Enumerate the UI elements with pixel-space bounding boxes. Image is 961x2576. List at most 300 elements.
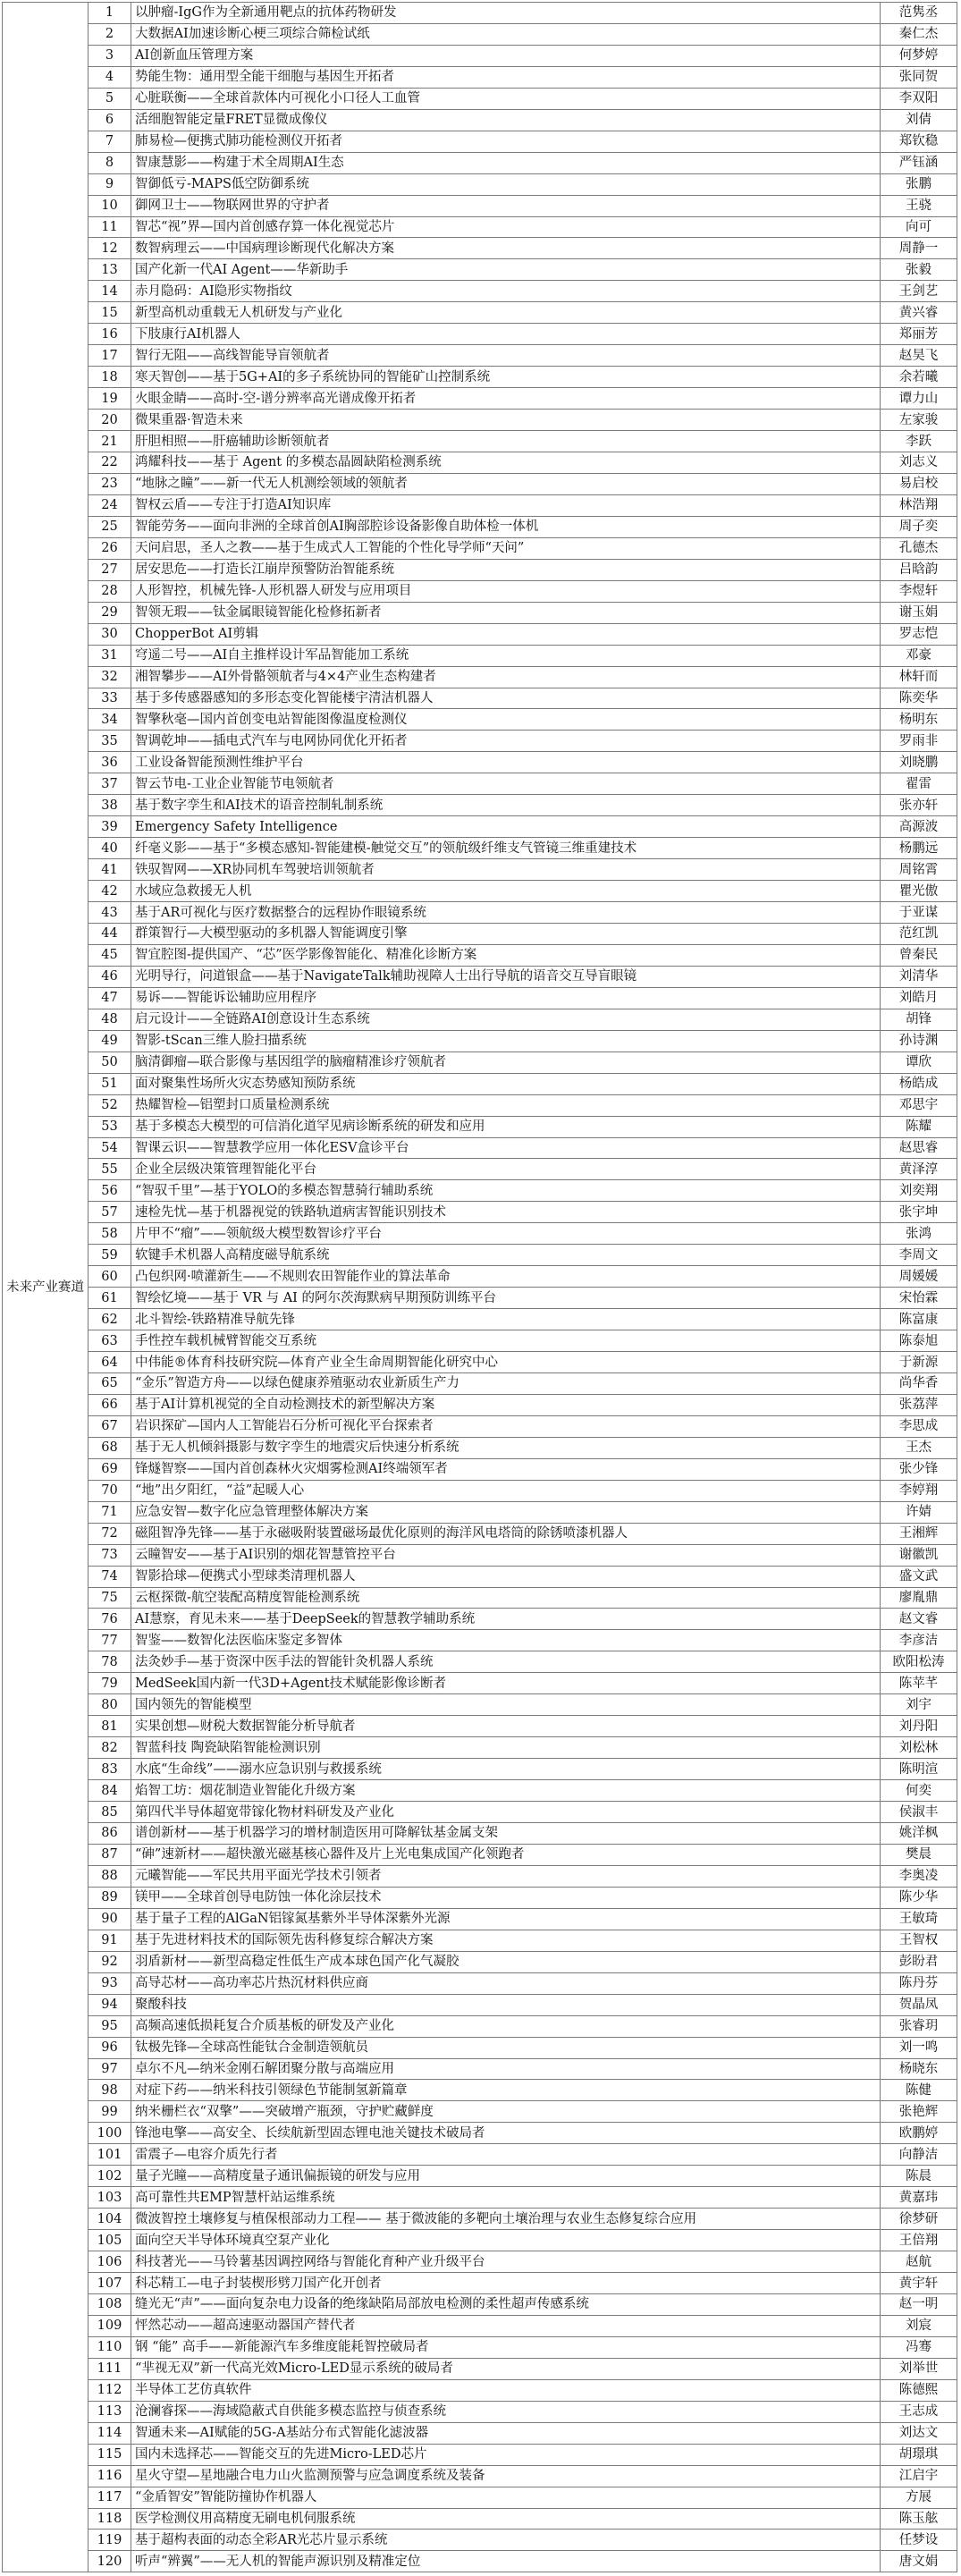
leader-name-cell: 张荔萍 — [881, 1394, 957, 1415]
table-row — [3, 752, 957, 773]
row-number-cell: 29 — [89, 602, 131, 623]
table-row — [3, 2379, 957, 2401]
project-name-cell: 高频高速低损耗复合介质基板的研发及产业化 — [131, 2015, 881, 2037]
project-name-cell: 星火守望—星地融合电力山火监测预警与应急调度系统及装备 — [131, 2465, 881, 2487]
leader-name-cell: 张亦轩 — [881, 795, 957, 816]
table-row — [3, 1480, 957, 1501]
table-row — [3, 1501, 957, 1523]
project-name-cell: 聚酸科技 — [131, 1994, 881, 2015]
leader-name-cell: 于亚谋 — [881, 902, 957, 924]
project-name-cell: “砷”速新材——超快激光磁基核心器件及片上光电集成国产化领跑者 — [131, 1844, 881, 1865]
leader-name-cell: 陈晨 — [881, 2166, 957, 2187]
row-number-cell: 111 — [89, 2358, 131, 2379]
leader-name-cell: 陈奕华 — [881, 688, 957, 709]
table-row — [3, 2123, 957, 2144]
row-number-cell: 113 — [89, 2401, 131, 2422]
leader-name-cell: 赵文睿 — [881, 1609, 957, 1630]
table-row — [3, 1544, 957, 1566]
leader-name-cell: 刘晓鹏 — [881, 752, 957, 773]
row-number-cell: 70 — [89, 1480, 131, 1501]
project-name-cell: 肝胆相照——肝癌辅助诊断领航者 — [131, 431, 881, 452]
row-number-cell: 106 — [89, 2251, 131, 2273]
leader-name-cell: 王志成 — [881, 2401, 957, 2422]
table-row — [3, 1780, 957, 1802]
row-number-cell: 40 — [89, 838, 131, 859]
leader-name-cell: 罗志恺 — [881, 623, 957, 645]
table-row — [3, 281, 957, 302]
project-name-cell: 智领无瑕——钛金属眼镜智能化检修拓新者 — [131, 602, 881, 623]
leader-name-cell: 谢徽凯 — [881, 1544, 957, 1566]
row-number-cell: 66 — [89, 1394, 131, 1415]
leader-name-cell: 陈少华 — [881, 1887, 957, 1908]
project-name-cell: 半导体工艺仿真软件 — [131, 2379, 881, 2401]
row-number-cell: 35 — [89, 731, 131, 752]
leader-name-cell: 胡璟琪 — [881, 2444, 957, 2465]
project-name-cell: ChopperBot AI剪辑 — [131, 623, 881, 645]
leader-name-cell: 杨鹏远 — [881, 838, 957, 859]
table-row — [3, 66, 957, 88]
project-name-cell: 基于多传感器感知的多形态变化智能楼宇清洁机器人 — [131, 688, 881, 709]
row-number-cell: 117 — [89, 2487, 131, 2508]
leader-name-cell: 李婷翔 — [881, 1480, 957, 1501]
table-row — [3, 1094, 957, 1116]
row-number-cell: 41 — [89, 859, 131, 881]
row-number-cell: 107 — [89, 2273, 131, 2294]
leader-name-cell: 刘松林 — [881, 1737, 957, 1759]
leader-name-cell: 刘奕翔 — [881, 1180, 957, 1202]
table-row — [3, 1694, 957, 1716]
leader-name-cell: 严钰涵 — [881, 152, 957, 173]
row-number-cell: 120 — [89, 2551, 131, 2572]
row-number-cell: 102 — [89, 2166, 131, 2187]
row-number-cell: 86 — [89, 1823, 131, 1845]
leader-name-cell: 瞿光傲 — [881, 881, 957, 902]
project-name-cell: 新型高机动重载无人机研发与产业化 — [131, 302, 881, 324]
row-number-cell: 78 — [89, 1651, 131, 1673]
row-number-cell: 74 — [89, 1566, 131, 1587]
leader-name-cell: 陈明渲 — [881, 1759, 957, 1780]
table-row — [3, 1844, 957, 1865]
table-row — [3, 3, 957, 24]
leader-name-cell: 张鸿 — [881, 1223, 957, 1245]
project-name-cell: 光明导行，问道银盒——基于NavigateTalk辅助视障人士出行导航的语音交互导盲眼镜 — [131, 966, 881, 987]
row-number-cell: 59 — [89, 1245, 131, 1266]
project-name-cell: 纳米栅栏衣“双擎”——突破增产瓶颈，守护贮藏鲜度 — [131, 2101, 881, 2123]
row-number-cell: 112 — [89, 2379, 131, 2401]
project-name-cell: 智能劳务——面向非洲的全球首创AI胸部腔诊设备影像自助体检一体机 — [131, 516, 881, 537]
table-row — [3, 580, 957, 602]
leader-name-cell: 秦仁杰 — [881, 23, 957, 45]
row-number-cell: 63 — [89, 1330, 131, 1352]
project-name-cell: 元曦智能——军民共用平面光学技术引领者 — [131, 1865, 881, 1887]
project-table-body — [3, 3, 957, 2572]
table-row — [3, 2251, 957, 2273]
project-name-cell: Emergency Safety Intelligence — [131, 816, 881, 838]
leader-name-cell: 陈健 — [881, 2080, 957, 2101]
leader-name-cell: 周媛媛 — [881, 1266, 957, 1288]
table-row — [3, 2336, 957, 2358]
project-name-cell: 钛极先锋—全球高性能钛合金制造领航员 — [131, 2037, 881, 2058]
leader-name-cell: 周静一 — [881, 238, 957, 259]
project-name-cell: 中伟能®体育科技研究院—体育产业全生命周期智能化研究中心 — [131, 1352, 881, 1373]
row-number-cell: 109 — [89, 2315, 131, 2336]
leader-name-cell: 欧鹏婷 — [881, 2123, 957, 2144]
leader-name-cell: 李跃 — [881, 431, 957, 452]
table-row — [3, 2187, 957, 2209]
leader-name-cell: 郑丽芳 — [881, 324, 957, 345]
project-name-cell: 缝光无“声”——面向复杂电力设备的绝缘缺陷局部放电检测的柔性超声传感系统 — [131, 2293, 881, 2315]
project-name-cell: 企业全层级决策管理智能化平台 — [131, 1159, 881, 1180]
table-row — [3, 709, 957, 731]
project-name-cell: “金乐”智造方舟——以绿色健康养殖驱动农业新质生产力 — [131, 1373, 881, 1395]
leader-name-cell: 范红凯 — [881, 923, 957, 944]
table-row — [3, 23, 957, 45]
project-name-cell: 怦然芯动——超高速驱动器国产替代者 — [131, 2315, 881, 2336]
leader-name-cell: 黄宇轩 — [881, 2273, 957, 2294]
leader-name-cell: 王剑艺 — [881, 281, 957, 302]
leader-name-cell: 左家骏 — [881, 410, 957, 431]
row-number-cell: 7 — [89, 131, 131, 152]
row-number-cell: 54 — [89, 1137, 131, 1159]
row-number-cell: 115 — [89, 2444, 131, 2465]
leader-name-cell: 陈富康 — [881, 1309, 957, 1330]
leader-name-cell: 张睿玥 — [881, 2015, 957, 2037]
table-row — [3, 1137, 957, 1159]
leader-name-cell: 李煜轩 — [881, 580, 957, 602]
row-number-cell: 96 — [89, 2037, 131, 2058]
table-row — [3, 859, 957, 881]
leader-name-cell: 刘丹阳 — [881, 1716, 957, 1737]
leader-name-cell: 黄泽淳 — [881, 1159, 957, 1180]
row-number-cell: 11 — [89, 216, 131, 238]
project-name-cell: 智课云识——智慧教学应用一体化ESV盒诊平台 — [131, 1137, 881, 1159]
project-name-cell: 居安思危——打造长江崩岸预警防治智能系统 — [131, 559, 881, 580]
table-row — [3, 302, 957, 324]
project-name-cell: 群策智行—大模型驱动的多机器人智能调度引擎 — [131, 923, 881, 944]
table-row — [3, 452, 957, 474]
project-name-cell: 法灸妙手—基于资深中医手法的智能针灸机器人系统 — [131, 1651, 881, 1673]
table-row — [3, 1373, 957, 1395]
table-row — [3, 1566, 957, 1587]
leader-name-cell: 胡锋 — [881, 1009, 957, 1030]
leader-name-cell: 杨皓成 — [881, 1073, 957, 1094]
project-name-cell: 基于量子工程的AlGaN铝镓氮基紫外半导体深紫外光源 — [131, 1908, 881, 1930]
project-name-cell: 心脏联衡——全球首款体内可视化小口径人工血管 — [131, 88, 881, 109]
leader-name-cell: 彭盼君 — [881, 1951, 957, 1972]
leader-name-cell: 高源波 — [881, 816, 957, 838]
row-number-cell: 80 — [89, 1694, 131, 1716]
table-row — [3, 1288, 957, 1309]
leader-name-cell: 张宇坤 — [881, 1202, 957, 1223]
project-table — [2, 2, 957, 2572]
leader-name-cell: 林浩翔 — [881, 494, 957, 516]
project-name-cell: 智宜腔图-提供国产、“芯”医学影像智能化、精准化诊断方案 — [131, 944, 881, 966]
leader-name-cell: 赵思睿 — [881, 1137, 957, 1159]
row-number-cell: 75 — [89, 1587, 131, 1609]
table-row — [3, 645, 957, 666]
row-number-cell: 62 — [89, 1309, 131, 1330]
project-name-cell: 御网卫士——物联网世界的守护者 — [131, 195, 881, 216]
row-number-cell: 44 — [89, 923, 131, 944]
row-number-cell: 39 — [89, 816, 131, 838]
leader-name-cell: 曾秦民 — [881, 944, 957, 966]
row-number-cell: 118 — [89, 2508, 131, 2530]
project-name-cell: “金盾智安”智能防撞协作机器人 — [131, 2487, 881, 2508]
project-name-cell: 势能生物：通用型全能干细胞与基因生开拓者 — [131, 66, 881, 88]
project-name-cell: 鸿耀科技——基于 Agent 的多模态晶圆缺陷检测系统 — [131, 452, 881, 474]
leader-name-cell: 孔德杰 — [881, 537, 957, 559]
table-row — [3, 2530, 957, 2551]
project-name-cell: MedSeek国内新一代3D+Agent技术赋能影像诊断者 — [131, 1673, 881, 1694]
row-number-cell: 119 — [89, 2530, 131, 2551]
leader-name-cell: 于新源 — [881, 1352, 957, 1373]
leader-name-cell: 邓思宇 — [881, 1094, 957, 1116]
leader-name-cell: 范隽丞 — [881, 3, 957, 24]
row-number-cell: 53 — [89, 1116, 131, 1137]
leader-name-cell: 刘达文 — [881, 2422, 957, 2444]
row-number-cell: 26 — [89, 537, 131, 559]
row-number-cell: 103 — [89, 2187, 131, 2209]
project-name-cell: 基于AR可视化与医疗数据整合的远程协作眼镜系统 — [131, 902, 881, 924]
table-row — [3, 2293, 957, 2315]
project-name-cell: AI创新血压管理方案 — [131, 45, 881, 66]
row-number-cell: 116 — [89, 2465, 131, 2487]
table-row — [3, 1266, 957, 1288]
row-number-cell: 34 — [89, 709, 131, 731]
table-row — [3, 688, 957, 709]
project-name-cell: 赤月隐码：AI隐形实物指纹 — [131, 281, 881, 302]
row-number-cell: 93 — [89, 1972, 131, 1994]
table-row — [3, 1394, 957, 1415]
row-number-cell: 33 — [89, 688, 131, 709]
row-number-cell: 9 — [89, 173, 131, 195]
leader-name-cell: 周铭霄 — [881, 859, 957, 881]
table-row — [3, 1309, 957, 1330]
leader-name-cell: 江启宇 — [881, 2465, 957, 2487]
table-row — [3, 2444, 957, 2465]
project-name-cell: 高可靠性共EMP智慧杆站运维系统 — [131, 2187, 881, 2209]
table-row — [3, 1352, 957, 1373]
project-name-cell: 智绘忆境——基于 VR 与 AI 的阿尔茨海默病早期预防训练平台 — [131, 1288, 881, 1309]
row-number-cell: 110 — [89, 2336, 131, 2358]
row-number-cell: 55 — [89, 1159, 131, 1180]
project-name-cell: 锋池电擎——高安全、长续航新型固态锂电池关键技术破局者 — [131, 2123, 881, 2144]
table-row — [3, 195, 957, 216]
project-name-cell: 智影拾球—便携式小型球类清理机器人 — [131, 1566, 881, 1587]
row-number-cell: 64 — [89, 1352, 131, 1373]
table-row — [3, 388, 957, 410]
project-name-cell: 基于AI计算机视觉的全自动检测技术的新型解决方案 — [131, 1394, 881, 1415]
table-row — [3, 1009, 957, 1030]
project-name-cell: 国产化新一代AI Agent——华新助手 — [131, 259, 881, 281]
table-row — [3, 1823, 957, 1845]
project-name-cell: 基于无人机倾斜摄影与数字孪生的地震灾后快速分析系统 — [131, 1437, 881, 1458]
project-name-cell: 穹遥二号——AI自主推样设计军品智能加工系统 — [131, 645, 881, 666]
leader-name-cell: 赵昊飞 — [881, 345, 957, 367]
table-row — [3, 944, 957, 966]
table-row — [3, 1180, 957, 1202]
project-name-cell: “芈视无双”新一代高光效Micro-LED显示系统的破局者 — [131, 2358, 881, 2379]
project-name-cell: 水域应急救援无人机 — [131, 881, 881, 902]
row-number-cell: 76 — [89, 1609, 131, 1630]
leader-name-cell: 陈耀 — [881, 1116, 957, 1137]
row-number-cell: 57 — [89, 1202, 131, 1223]
table-row — [3, 559, 957, 580]
table-row — [3, 109, 957, 131]
leader-name-cell: 李双阳 — [881, 88, 957, 109]
project-name-cell: 智御低亏-MAPS低空防御系统 — [131, 173, 881, 195]
project-name-cell: 手性控车载机械臂智能交互系统 — [131, 1330, 881, 1352]
table-row — [3, 1587, 957, 1609]
leader-name-cell: 王智权 — [881, 1930, 957, 1951]
project-name-cell: 基于先进材料技术的国际领先齿科修复综合解决方案 — [131, 1930, 881, 1951]
table-row — [3, 2422, 957, 2444]
project-name-cell: “地脉之瞳”——新一代无人机测绘领域的领航者 — [131, 473, 881, 494]
row-number-cell: 22 — [89, 452, 131, 474]
row-number-cell: 21 — [89, 431, 131, 452]
project-name-cell: 脑清御瘤—联合影像与基因组学的脑瘤精准诊疗领航者 — [131, 1052, 881, 1073]
row-number-cell: 45 — [89, 944, 131, 966]
project-name-cell: “地”出夕阳红，“益”起暖人心 — [131, 1480, 881, 1501]
table-row — [3, 1245, 957, 1266]
leader-name-cell: 林轩而 — [881, 666, 957, 688]
row-number-cell: 85 — [89, 1802, 131, 1823]
project-name-cell: 铁驭智网——XR协同机车驾驶培训领航者 — [131, 859, 881, 881]
table-row — [3, 1073, 957, 1094]
project-name-cell: 对症下药——纳米科技引领绿色节能制氢新篇章 — [131, 2080, 881, 2101]
project-name-cell: 人形智控，机械先锋-人形机器人研发与应用项目 — [131, 580, 881, 602]
row-number-cell: 69 — [89, 1458, 131, 1480]
project-name-cell: 云瞳智安——基于AI识别的烟花智慧管控平台 — [131, 1544, 881, 1566]
leader-name-cell: 翟雷 — [881, 773, 957, 795]
leader-name-cell: 黄嘉玮 — [881, 2187, 957, 2209]
leader-name-cell: 张毅 — [881, 259, 957, 281]
project-name-cell: 智权云盾——专注于打造AI知识库 — [131, 494, 881, 516]
leader-name-cell: 陈苹芊 — [881, 1673, 957, 1694]
table-row — [3, 816, 957, 838]
row-number-cell: 52 — [89, 1094, 131, 1116]
leader-name-cell: 刘志义 — [881, 452, 957, 474]
project-name-cell: 微果重器·智造未来 — [131, 410, 881, 431]
table-row — [3, 2465, 957, 2487]
leader-name-cell: 刘一鸣 — [881, 2037, 957, 2058]
row-number-cell: 51 — [89, 1073, 131, 1094]
row-number-cell: 68 — [89, 1437, 131, 1458]
row-number-cell: 105 — [89, 2230, 131, 2251]
table-row — [3, 410, 957, 431]
row-number-cell: 89 — [89, 1887, 131, 1908]
leader-name-cell: 廖胤鼎 — [881, 1587, 957, 1609]
row-number-cell: 82 — [89, 1737, 131, 1759]
table-row — [3, 1202, 957, 1223]
row-number-cell: 14 — [89, 281, 131, 302]
table-row — [3, 1972, 957, 1994]
project-name-cell: 智通未来—AI赋能的5G-A基站分布式智能化滤波器 — [131, 2422, 881, 2444]
leader-name-cell: 王杰 — [881, 1437, 957, 1458]
leader-name-cell: 郑钦稳 — [881, 131, 957, 152]
table-row — [3, 1458, 957, 1480]
table-row — [3, 987, 957, 1009]
leader-name-cell: 陈丹芬 — [881, 1972, 957, 1994]
leader-name-cell: 任梦设 — [881, 2530, 957, 2551]
table-row — [3, 1437, 957, 1458]
project-name-cell: 云枢探微-航空装配高精度智能检测系统 — [131, 1587, 881, 1609]
leader-name-cell: 盛文武 — [881, 1566, 957, 1587]
project-name-cell: 谱创新材——基于机器学习的增材制造医用可降解钛基金属支架 — [131, 1823, 881, 1845]
row-number-cell: 92 — [89, 1951, 131, 1972]
table-row — [3, 494, 957, 516]
leader-name-cell: 刘举世 — [881, 2358, 957, 2379]
row-number-cell: 18 — [89, 367, 131, 388]
row-number-cell: 17 — [89, 345, 131, 367]
leader-name-cell: 何梦婷 — [881, 45, 957, 66]
project-name-cell: 水底“生命线”——溺水应急识别与救援系统 — [131, 1759, 881, 1780]
project-name-cell: 磁阻智净先锋——基于永磁吸附装置磁场最优化原则的海洋风电塔筒的除锈喷漆机器人 — [131, 1523, 881, 1544]
row-number-cell: 81 — [89, 1716, 131, 1737]
row-number-cell: 91 — [89, 1930, 131, 1951]
table-row — [3, 431, 957, 452]
project-name-cell: 湘智攀步——AI外骨骼领航者与4×4产业生态构建者 — [131, 666, 881, 688]
row-number-cell: 47 — [89, 987, 131, 1009]
leader-name-cell: 孙诗渊 — [881, 1030, 957, 1052]
row-number-cell: 95 — [89, 2015, 131, 2037]
row-number-cell: 97 — [89, 2058, 131, 2080]
row-number-cell: 20 — [89, 410, 131, 431]
project-name-cell: 大数据AI加速诊断心梗三项综合筛检试纸 — [131, 23, 881, 45]
row-number-cell: 36 — [89, 752, 131, 773]
project-name-cell: 智鉴——数智化法医临床鉴定多智体 — [131, 1630, 881, 1651]
row-number-cell: 79 — [89, 1673, 131, 1694]
leader-name-cell: 刘清华 — [881, 966, 957, 987]
table-row — [3, 666, 957, 688]
project-name-cell: 启元设计——全链路AI创意设计生态系统 — [131, 1009, 881, 1030]
leader-name-cell: 王敏琦 — [881, 1908, 957, 1930]
table-row — [3, 1759, 957, 1780]
row-number-cell: 38 — [89, 795, 131, 816]
project-name-cell: 智行无阻——高线智能导盲领航者 — [131, 345, 881, 367]
leader-name-cell: 谭力山 — [881, 388, 957, 410]
leader-name-cell: 吕晗韵 — [881, 559, 957, 580]
project-name-cell: 热耀智检—铝塑封口质量检测系统 — [131, 1094, 881, 1116]
leader-name-cell: 欧阳松涛 — [881, 1651, 957, 1673]
table-row — [3, 2273, 957, 2294]
leader-name-cell: 刘宇 — [881, 1694, 957, 1716]
project-name-cell: 卓尔不凡—纳米金刚石解团聚分散与高端应用 — [131, 2058, 881, 2080]
row-number-cell: 28 — [89, 580, 131, 602]
table-row — [3, 324, 957, 345]
project-name-cell: 以肿瘤-IgG作为全新通用靶点的抗体药物研发 — [131, 3, 881, 24]
project-name-cell: 智擎秋毫—国内首创变电站智能图像温度检测仪 — [131, 709, 881, 731]
leader-name-cell: 李周文 — [881, 1245, 957, 1266]
row-number-cell: 98 — [89, 2080, 131, 2101]
table-row — [3, 1951, 957, 1972]
project-name-cell: 面向空天半导体环境真空泵产业化 — [131, 2230, 881, 2251]
leader-name-cell: 何奕 — [881, 1780, 957, 1802]
table-row — [3, 216, 957, 238]
project-name-cell: 凸包织网·喷灌新生——不规则农田智能作业的算法革命 — [131, 1266, 881, 1288]
project-name-cell: 锋燧智察——国内首创森林火灾烟雾检测AI终端领军者 — [131, 1458, 881, 1480]
row-number-cell: 94 — [89, 1994, 131, 2015]
project-name-cell: 焰智工坊：烟花制造业智能化升级方案 — [131, 1780, 881, 1802]
project-name-cell: 基于数字孪生和AI技术的语音控制轧制系统 — [131, 795, 881, 816]
leader-name-cell: 刘倩 — [881, 109, 957, 131]
table-row — [3, 173, 957, 195]
leader-name-cell: 邓豪 — [881, 645, 957, 666]
project-name-cell: 岩识探矿—国内人工智能岩石分析可视化平台探索者 — [131, 1415, 881, 1437]
table-row — [3, 1673, 957, 1694]
leader-name-cell: 徐梦研 — [881, 2209, 957, 2230]
table-row — [3, 2037, 957, 2058]
